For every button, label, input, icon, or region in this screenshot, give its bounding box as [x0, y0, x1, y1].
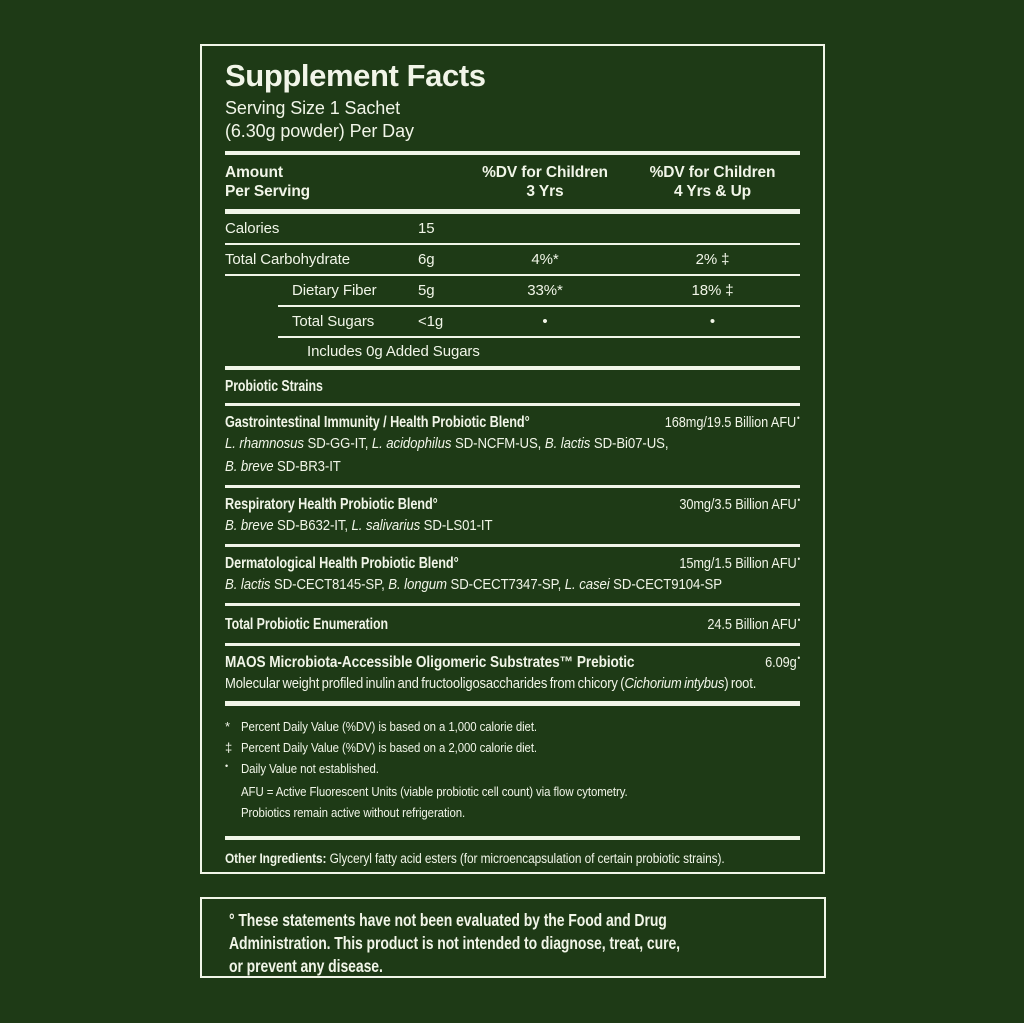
- supplement-facts-panel: [200, 44, 825, 874]
- nutrient-amount: 6g: [418, 251, 435, 268]
- prebiotic-section: [225, 646, 800, 701]
- footnote-line: [225, 802, 800, 823]
- nutrient-amount: 15: [418, 220, 435, 237]
- total-enumeration-value: 24.5 Billion AFU•: [707, 615, 800, 633]
- panel-title: Supplement Facts: [225, 58, 486, 93]
- nutrient-amount: 5g: [418, 282, 435, 299]
- prebiotic-description: Molecular weight profiled inulin and fructooligosaccharides from chicory (Cichorium intybus) root.: [225, 676, 757, 692]
- other-ingredients-text: Glyceryl fatty acid esters (for microencapsulation of certain probiotic strains).: [329, 851, 725, 866]
- nutrient-label: Total Sugars: [292, 313, 375, 330]
- footnote-marker: [225, 802, 241, 823]
- footnote-marker: [225, 781, 241, 802]
- nutrient-label: Calories: [225, 220, 280, 237]
- footnote-line: [225, 781, 800, 802]
- footnote-line: [225, 737, 800, 758]
- blend-value: 168mg/19.5 Billion AFU•: [665, 413, 800, 431]
- blend-name: Gastrointestinal Immunity / Health Probiotic Blend°: [225, 414, 530, 431]
- probiotic-strains-heading: Probiotic Strains: [225, 378, 323, 395]
- table-header-row: [225, 155, 800, 209]
- footnote-marker: •: [797, 554, 800, 564]
- header-dv-3yrs: %DV for Children 3 Yrs: [482, 164, 608, 200]
- blend-name: Respiratory Health Probiotic Blend°: [225, 496, 438, 513]
- probiotic-blend: [225, 547, 800, 603]
- header-dv-4yrs: %DV for Children 4 Yrs & Up: [649, 164, 776, 200]
- footnote-marker: •: [797, 653, 800, 663]
- strain-line: B. breve SD-BR3-IT: [225, 458, 341, 475]
- footnote-marker: ‡: [225, 740, 233, 755]
- nutrient-dv-4yrs: 18% ‡: [691, 282, 734, 299]
- nutrient-amount: <1g: [418, 313, 444, 330]
- probiotic-blend: [225, 406, 800, 485]
- nutrient-row: [225, 245, 800, 274]
- footnote-marker: *: [225, 719, 230, 734]
- nutrient-dv-3yrs: 4%*: [531, 251, 559, 268]
- nutrient-rows: [225, 214, 800, 370]
- nutrient-dv-4yrs: •: [709, 313, 716, 330]
- strain-line: L. rhamnosus SD-GG-IT, L. acidophilus SD-NCFM-US, B. lactis SD-Bi07-US,: [225, 435, 669, 452]
- footnote-text: AFU = Active Fluorescent Units (viable probiotic cell count) via flow cytometry.: [241, 784, 628, 799]
- nutrient-row: [225, 214, 800, 243]
- footnote-marker: •: [797, 615, 800, 625]
- nutrient-row: Includes 0g Added Sugars: [307, 343, 480, 360]
- blend-header: [225, 406, 800, 432]
- nutrient-row: [225, 307, 800, 336]
- blend-value: 30mg/3.5 Billion AFU•: [679, 495, 800, 513]
- blend-name: Dermatological Health Probiotic Blend°: [225, 555, 459, 572]
- header-amount: Amount Per Serving: [225, 164, 311, 200]
- footnote-marker: •: [225, 761, 229, 771]
- other-ingredients-label: Other Ingredients:: [225, 851, 327, 866]
- strain-line: B. breve SD-B632-IT, L. salivarius SD-LS01-IT: [225, 517, 493, 534]
- prebiotic-value: 6.09g•: [765, 653, 800, 671]
- serving-detail: (6.30g powder) Per Day: [225, 121, 414, 141]
- footnote-text: Percent Daily Value (%DV) is based on a 2,000 calorie diet.: [241, 740, 538, 755]
- footnote-line: [225, 716, 800, 737]
- prebiotic-name: MAOS Microbiota-Accessible Oligomeric Substrates™ Prebiotic: [225, 654, 635, 671]
- blend-header: [225, 547, 800, 573]
- blend-value: 15mg/1.5 Billion AFU•: [679, 554, 800, 572]
- footnote-text: Daily Value not established.: [241, 761, 379, 776]
- prebiotic-row: [225, 646, 800, 672]
- nutrient-row: [225, 276, 800, 305]
- nutrient-label: Total Carbohydrate: [225, 251, 350, 268]
- footnote-marker: •: [797, 413, 800, 423]
- footnote-text: Probiotics remain active without refrigeration.: [241, 805, 466, 820]
- strain-line: B. lactis SD-CECT8145-SP, B. longum SD-CECT7347-SP, L. casei SD-CECT9104-SP: [225, 576, 722, 593]
- other-ingredients: [225, 840, 800, 877]
- fda-disclaimer-text: ° These statements have not been evaluated by the Food and Drug Administration. This product is not intended to diagnose, treat, cure, or prevent any disease.: [229, 910, 680, 976]
- blend-header: [225, 488, 800, 514]
- footnote-line: [225, 758, 800, 781]
- footnotes: [225, 706, 800, 836]
- nutrient-label: Dietary Fiber: [292, 282, 377, 299]
- fda-disclaimer-box: [200, 897, 826, 978]
- serving-size: Serving Size 1 Sachet: [225, 98, 400, 118]
- footnote-text: Percent Daily Value (%DV) is based on a 1,000 calorie diet.: [241, 719, 538, 734]
- nutrient-dv-3yrs: •: [542, 313, 548, 330]
- probiotic-blend: [225, 488, 800, 544]
- total-enumeration-name: Total Probiotic Enumeration: [225, 616, 388, 633]
- nutrient-dv-3yrs: 33%*: [527, 282, 563, 299]
- nutrient-dv-4yrs: 2% ‡: [695, 251, 730, 268]
- total-enumeration-row: [225, 606, 800, 643]
- footnote-marker: •: [797, 495, 800, 505]
- blend-list: [225, 406, 800, 606]
